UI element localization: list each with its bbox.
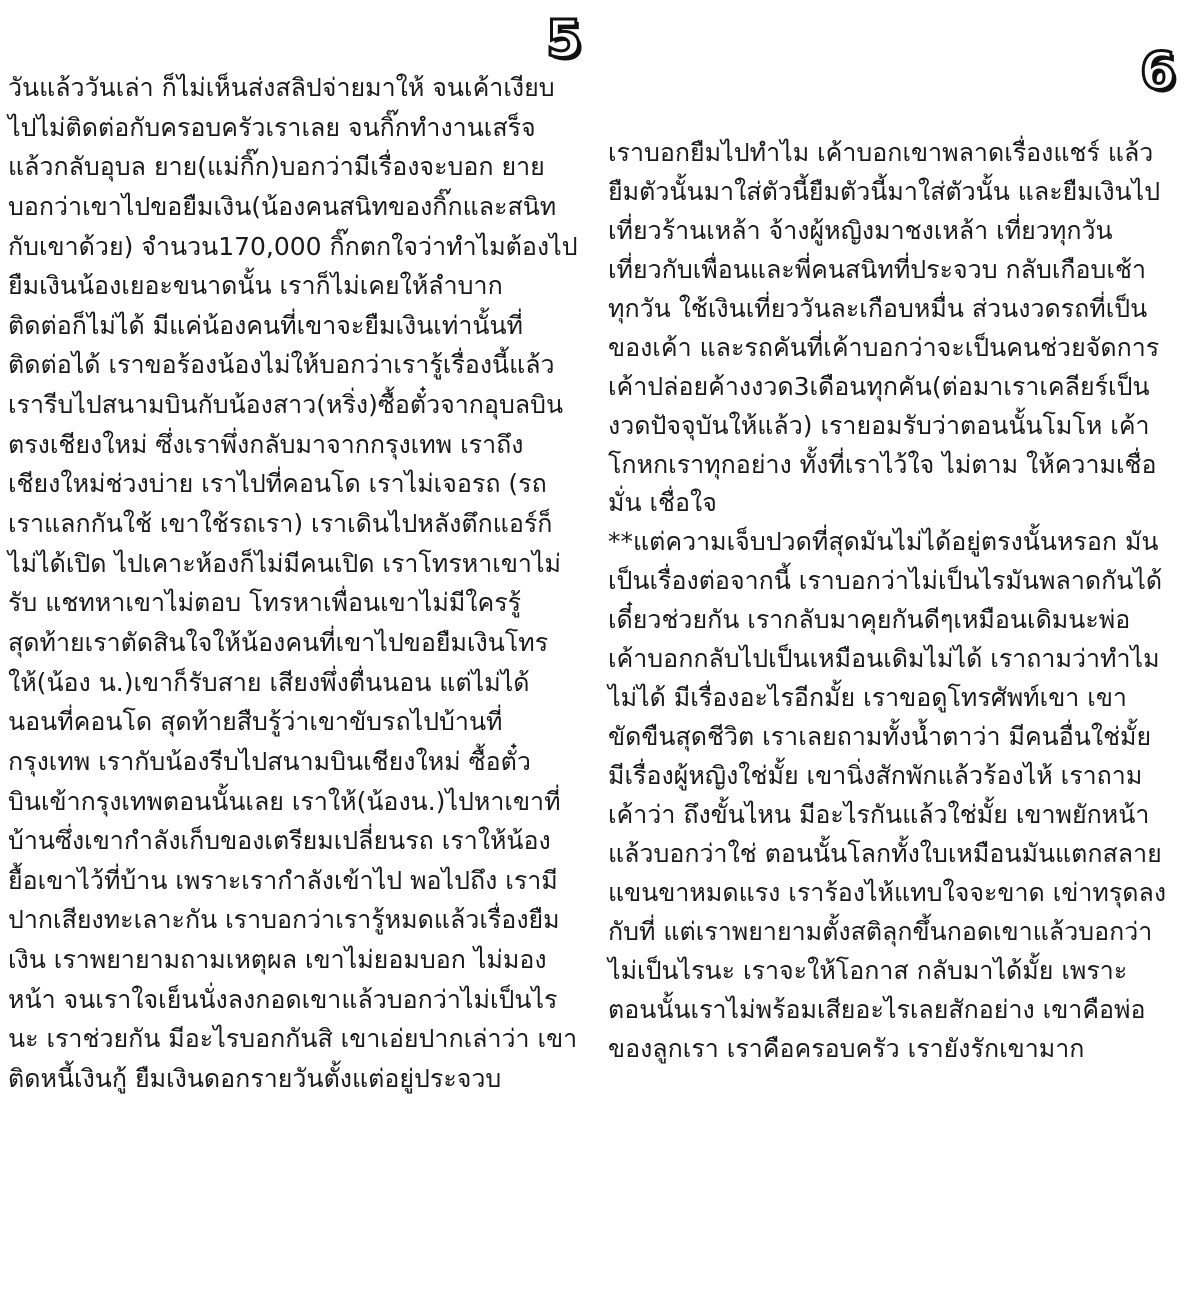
text-line: แล้วกลับอุบล ยาย(แม่กิ๊ก)บอกว่ามีเรื่องจะบอก ยาย [8,152,545,182]
text-line: รับ แชทหาเขาไม่ตอบ โทรหาเพื่อนเขาไม่มีใครรู้ [8,588,522,618]
text-line: เดี๋ยวช่วยกัน เรากลับมาคุยกันดีๆเหมือนเดิมนะพ่อ [608,605,1131,635]
text-line: กรุงเทพ เรากับน้องรีบไปสนามบินเชียงใหม่ ซื้อตั๋ว [8,746,531,776]
text-line: ยืมเงินน้องเยอะขนาดนั้น เราก็ไม่เคยให้ลำบาก [8,271,503,301]
text-line: เป็นเรื่องต่อจากนี้ เราบอกว่าไม่เป็นไรมันพลาดกันได้ [608,566,1163,596]
text-line: ตอนนั้นเราไม่พร้อมเสียอะไรเลยสักอย่าง เขาคือพ่อ [608,994,1146,1024]
text-line: ไม่เป็นไรนะ เราจะให้โอกาส กลับมาได้มั้ย เพราะ [608,955,1128,985]
text-line: สุดท้ายเราตัดสินใจให้น้องคนที่เขาไปขอยืมเงินโทร [8,627,549,657]
text-line: นะ เราช่วยกัน มีอะไรบอกกันสิ เขาเอ่ยปากเล่าว่า เขา [8,1024,578,1054]
text-line: เค้าปล่อยค้างงวด3เดือนทุกคัน(ต่อมาเราเคลียร์เป็น [608,371,1150,401]
text-line: มั่น เชื่อใจ [608,488,717,518]
text-line: ปากเสียงทะเลาะกัน เราบอกว่าเรารู้หมดแล้วเรื่องยืม [8,905,560,935]
left-page-text [8,68,593,1099]
text-line: ติดต่อก็ไม่ได้ มีแค่น้องคนที่เขาจะยืมเงินเท่านั้นที่ [8,310,524,340]
text-line: **แต่ความเจ็บปวดที่สุดมันไม่ได้อยู่ตรงนั้นหรอก มัน [608,527,1159,557]
text-line: ติดหนี้เงินกู้ ยืมเงินดอกรายวันตั้งแต่อยู่ประจวบ [8,1064,502,1094]
text-line: เที่ยวกับเพื่อนและพี่คนสนิทที่ประจวบ กลับเกือบเช้า [608,254,1146,284]
text-line: เงิน เราพยายามถามเหตุผล เขาไม่ยอมบอก ไม่มอง [8,945,547,975]
text-line: งวดปัจจุบันให้แล้ว) เรายอมรับว่าตอนนั้นโมโห เค้า [608,410,1150,440]
text-line: เชียงใหม่ช่วงบ่าย เราไปที่คอนโด เราไม่เจอรถ (รถ [8,469,547,499]
text-line: แขนขาหมดแรง เราร้องไห้แทบใจจะขาด เข่าทรุดลง [608,877,1167,907]
text-line: ของลูกเรา เราคือครอบครัว เรายังรักเขามาก [608,1033,1085,1063]
page-number-5: 5 [546,10,583,70]
text-line: ยื้อเขาไว้ที่บ้าน เพราะเรากำลังเข้าไป พอไปถึง เรามี [8,865,558,895]
text-line: บินเข้ากรุงเทพตอนนั้นเลย เราให้(น้องน.)ไปหาเขาที่ [8,786,561,816]
text-line: ไม่ได้ มีเรื่องอะไรอีกมั้ย เราขอดูโทรศัพท์เขา เขา [608,683,1127,713]
text-line: นอนที่คอนโด สุดท้ายสืบรู้ว่าเขาขับรถไปบ้านที่ [8,707,503,737]
text-line: ของเค้า และรถคันที่เค้าบอกว่าจะเป็นคนช่วยจัดการ [608,332,1160,362]
text-line: ติดต่อได้ เราขอร้องน้องไม่ให้บอกว่าเรารู้เรื่องนี้แล้ว [8,350,555,380]
text-line: กับที่ แต่เราพยายามตั้งสติลุกขึ้นกอดเขาแล้วบอกว่า [608,916,1153,946]
text-line: ทุกวัน ใช้เงินเที่ยววันละเกือบหมื่น ส่วนงวดรถที่เป็น [608,293,1148,323]
text-line: เรารีบไปสนามบินกับน้องสาว(หริ่ง)ซื้อตั๋วจากอุบลบิน [8,390,564,420]
text-line: เค้าบอกกลับไปเป็นเหมือนเดิมไม่ได้ เราถามว่าทำไม [608,644,1160,674]
text-line: บ้านซึ่งเขากำลังเก็บของเตรียมเปลี่ยนรถ เราให้น้อง [8,826,551,856]
text-line: บอกว่าเขาไปขอยืมเงิน(น้องคนสนิทของกิ๊กและสนิท [8,191,557,221]
text-line: มีเรื่องผู้หญิงใช่มั้ย เขานิ่งสักพักแล้วร้องไห้ เราถาม [608,761,1143,790]
text-line: โกหกเราทุกอย่าง ทั้งที่เราไว้ใจ ไม่ตาม ให้ความเชื่อ [608,449,1157,479]
text-line: เค้าว่า ถึงขั้นไหน มีอะไรกันแล้วใช่มั้ย เขาพยักหน้า [608,799,1150,829]
text-line: หน้า จนเราใจเย็นนั่งลงกอดเขาแล้วบอกว่าไม่เป็นไร [8,984,558,1014]
text-line: ไม่ได้เปิด ไปเคาะห้องก็ไม่มีคนเปิด เราโทรหาเขาไม่ [8,548,562,578]
text-line: ไปไม่ติดต่อกับครอบครัวเราเลย จนกิ๊กทำงานเสร็จ [8,112,536,142]
text-line: ยืมตัวนั้นมาใส่ตัวนี้ยืมตัวนี้มาใส่ตัวนั้น และยืมเงินไป [608,176,1161,206]
page-number-6: 6 [1140,42,1177,102]
text-line: ตรงเชียงใหม่ ซึ่งเราพึ่งกลับมาจากกรุงเทพ เราถึง [8,429,524,459]
text-line: เราบอกยืมไปทำไม เค้าบอกเขาพลาดเรื่องแชร์ แล้ว [608,138,1154,167]
text-line: เราแลกกันใช้ เขาใช้รถเรา) เราเดินไปหลังตึกแอร์ก็ [8,509,553,539]
text-line: ให้(น้อง น.)เขาก็รับสาย เสียงพึ่งตื่นนอน แต่ไม่ได้ [8,667,530,697]
text-line: ขัดขืนสุดชีวิต เราเลยถามทั้งน้ำตาว่า มีคนอื่นใช่มั้ย [608,722,1152,752]
text-line: กับเขาด้วย) จำนวน170,000 กิ๊กตกใจว่าทำไมต้องไป [8,231,578,261]
text-line: แล้วบอกว่าใช่ ตอนนั้นโลกทั้งใบเหมือนมันแตกสลาย [608,838,1162,868]
text-line: วันแล้ววันเล่า ก็ไม่เห็นส่งสลิปจ่ายมาให้ จนเค้าเงียบ [8,73,555,102]
text-line: เที่ยวร้านเหล้า จ้างผู้หญิงมาชงเหล้า เที่ยวทุกวัน [608,215,1113,245]
right-page-text [608,134,1200,1069]
